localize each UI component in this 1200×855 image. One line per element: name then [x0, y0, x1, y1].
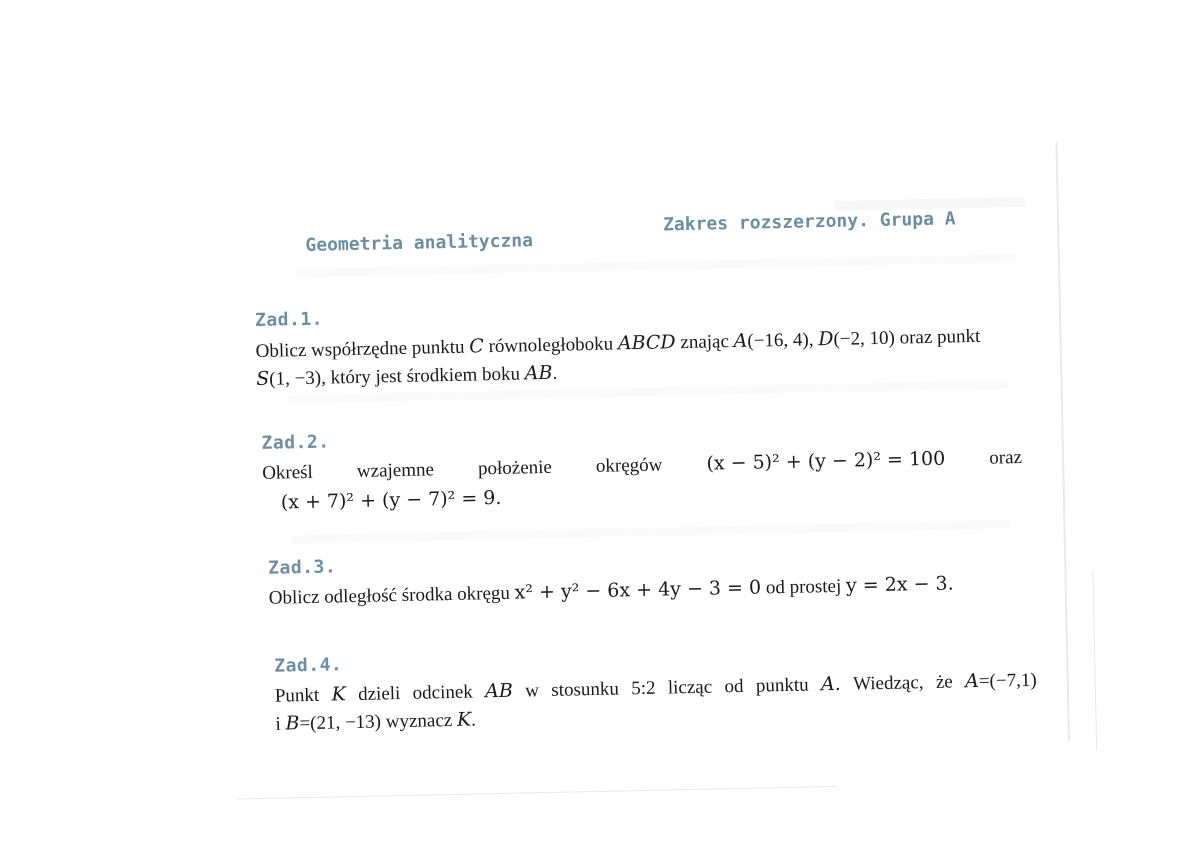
bleed-through-block-4 — [292, 520, 1012, 543]
task-4-line-2: i B=(21, −13) wyznacz K. — [275, 708, 477, 735]
group-title: Zakres rozszerzony. Grupa A — [662, 208, 956, 236]
task-1-label: Zad.1. — [254, 308, 324, 332]
task-4-line-1: Punkt K dzieli odcinek AB w stosunku 5:2 licząc od punktu A. Wiedząc, że A=(−7,1) — [274, 669, 1037, 707]
task-1-line-2: S(1, −3), który jest środkiem boku AB. — [255, 361, 558, 391]
paper-edge-right — [1055, 141, 1070, 741]
task-2-line-1: Określ wzajemne położenie okręgów (x − 5)² + (y − 2)² = 100 oraz — [261, 447, 1023, 484]
task-3-label: Zad.3. — [267, 556, 337, 579]
task-2-line-2: (x + 7)² + (y − 7)² = 9. — [280, 486, 502, 514]
task-4-label: Zad.4. — [274, 654, 343, 677]
bleed-through-block-2 — [296, 254, 1016, 277]
task-3-line-1: Oblicz odległość środka okręgu x² + y² − 6x + 4y − 3 = 0 od prostej y = 2x − 3. — [268, 572, 954, 609]
subject-title: Geometria analityczna — [305, 230, 534, 256]
paper-edge-bottom — [237, 786, 837, 800]
task-1-line-1: Oblicz współrzędne punktu C równoległoboku ABCD znając A(−16, 4), D(−2, 10) oraz punkt — [255, 325, 981, 363]
paper-edge-right-inner — [1092, 571, 1097, 751]
task-2-label: Zad.2. — [261, 431, 330, 454]
